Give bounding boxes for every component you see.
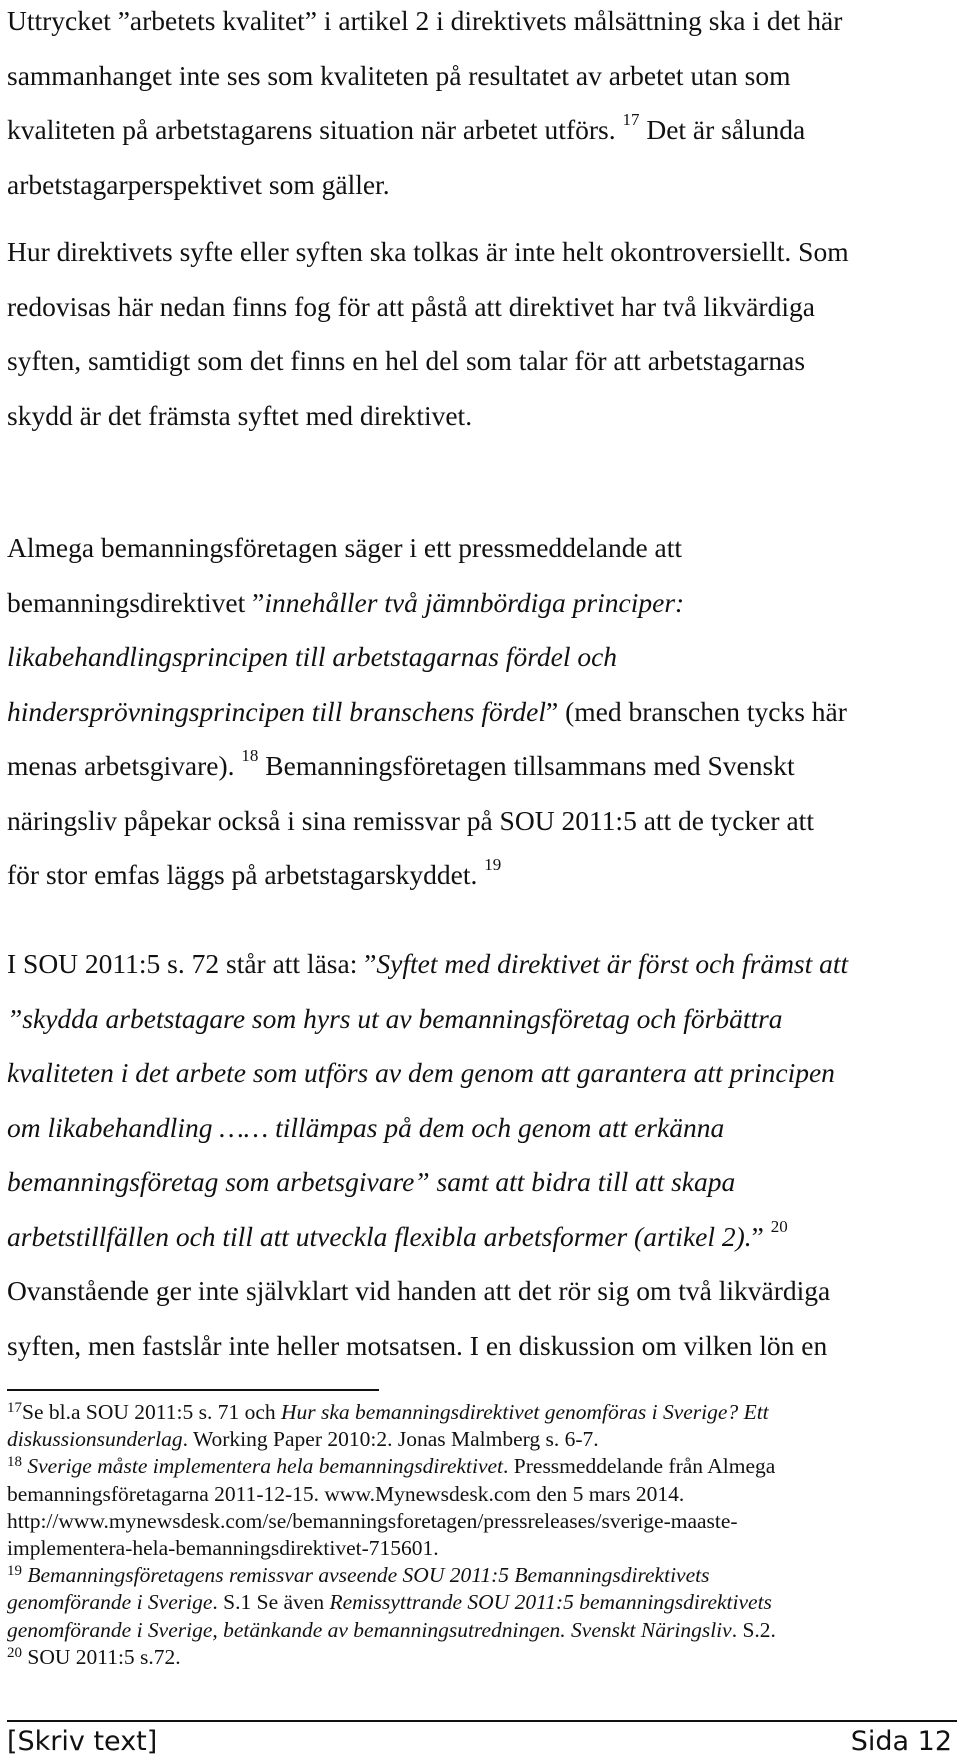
quote-text: arbetstillfällen och till att utveckla flexibla arbetsformer (artikel 2).	[7, 1220, 752, 1252]
footnote-separator	[7, 1389, 379, 1391]
text-line	[7, 992, 952, 1047]
paragraph-4	[7, 937, 952, 1373]
quote-text: likabehandlingsprincipen till arbetstagarnas fördel och	[7, 641, 618, 672]
footnote-ref-20[interactable]: 20	[770, 1216, 788, 1236]
quote-text: hindersprövningsprincipen till branschens fördel	[7, 695, 547, 727]
footnote-number: 20	[7, 1644, 22, 1661]
text-line: menas arbetsgivare). $^{18}$ Bemanningsföretagen tillsammans med Svenskt	[7, 746, 795, 781]
text-line	[7, 1155, 952, 1210]
quote-text: Syftet med direktivet är först och främst att	[376, 948, 849, 979]
footnote-ref-17[interactable]: 17	[622, 110, 640, 129]
text-line: kvaliteten på arbetstagarens situation när arbetet utförs. $^{17}$ Det är sålunda	[7, 110, 806, 145]
footnote-18-cont: bemanningsföretagarna 2011-12-15. www.Mynewsdesk.com den 5 mars 2014.	[7, 1481, 685, 1506]
footnote-ref-18[interactable]: 18	[241, 746, 259, 765]
text-line: syften, men fastslår inte heller motsatsen. I en diskussion om vilken lön en	[7, 1329, 828, 1361]
footer-placeholder-text[interactable]: [Skriv text]	[7, 1726, 158, 1757]
footnote-18-link-cont[interactable]: implementera-hela-bemanningsdirektivet-715601.	[7, 1536, 439, 1561]
text-line: sammanhanget inte ses som kvaliteten på resultatet av arbetet utan som	[7, 59, 791, 91]
text-line	[7, 1046, 952, 1101]
text-line: Ovanstående ger inte självklart vid handen att det rör sig om två likvärdiga	[7, 1275, 831, 1306]
footnote-number: 18	[7, 1454, 22, 1471]
text-line: hindersprövningsprincipen till branschens fördel” (med branschen tycks här	[7, 695, 847, 727]
text-line: redovisas här nedan finns fog för att påstå att direktivet har två likvärdiga	[7, 290, 815, 322]
text-line: arbetstagarperspektivet som gäller.	[7, 168, 390, 200]
quote-text: om likabehandling …… tillämpas på dem och genom att erkänna	[7, 1111, 725, 1143]
footnote-19-cont: genomförande i Sverige, betänkande av bemanningsutredningen. Svenskt Näringsliv. S.2.	[7, 1617, 776, 1642]
quote-text: innehåller två jämnbördiga principer:	[264, 586, 685, 618]
footnote-19: $^{19}$ Bemanningsföretagens remissvar avseende SOU 2011:5 Bemanningsdirektivets	[7, 1563, 710, 1588]
footnote-18-link[interactable]: http://www.mynewsdesk.com/se/bemanningsforetagen/pressreleases/sverige-maaste-	[7, 1508, 738, 1533]
footnote-18: $^{18}$ Sverige måste implementera hela bemanningsdirektivet. Pressmeddelande från Almega	[7, 1454, 776, 1479]
text-line	[7, 1101, 952, 1156]
text-line: Uttrycket ”arbetets kvalitet” i artikel 2 i direktivets målsättning ska i det här	[7, 5, 843, 36]
text-line: Hur direktivets syfte eller syften ska tolkas är inte helt okontroversiellt. Som	[7, 236, 849, 267]
footnote-19-cont: genomförande i Sverige. S.1 Se även Remissyttrande SOU 2011:5 bemanningsdirektivets	[7, 1590, 772, 1615]
text-line: skydd är det främsta syftet med direktivet.	[7, 399, 473, 431]
quote-text: bemanningsföretag som arbetsgivare” samt att bidra till att skapa	[7, 1166, 736, 1197]
footnote-17: $^{17}$Se bl.a SOU 2011:5 s. 71 och Hur ska bemanningsdirektivet genomföras i Sverige? Ett	[7, 1400, 769, 1424]
footnote-17-cont: diskussionsunderlag. Working Paper 2010:2. Jonas Malmberg s. 6-7.	[7, 1427, 599, 1452]
page-number: Sida 12	[850, 1726, 952, 1757]
footnote-ref-19[interactable]: 19	[484, 855, 502, 874]
text-line: Almega bemanningsföretagen säger i ett pressmeddelande att	[7, 532, 683, 563]
quote-text: kvaliteten i det arbete som utförs av dem genom att garantera att principen	[7, 1057, 835, 1088]
paragraph-3	[7, 521, 952, 903]
paragraph-1	[7, 0, 952, 212]
paragraph-2	[7, 225, 952, 443]
text-line: arbetstillfällen och till att utveckla flexibla arbetsformer (artikel 2).” $^{20}$	[7, 1216, 788, 1252]
footnotes	[7, 1399, 952, 1671]
page-footer	[7, 1722, 952, 1762]
footnote-number: 19	[7, 1563, 22, 1580]
text-line: bemanningsdirektivet ”innehåller två jämnbördiga principer:	[7, 586, 685, 618]
text-line	[7, 630, 952, 685]
footnote-20: $^{20}$ SOU 2011:5 s.72.	[7, 1644, 181, 1669]
text-line: näringsliv påpekar också i sina remissvar på SOU 2011:5 att de tycker att	[7, 804, 814, 836]
text-line: I SOU 2011:5 s. 72 står att läsa: ”Syftet med direktivet är först och främst att	[7, 948, 849, 979]
quote-text: ”skydda arbetstagare som hyrs ut av bemanningsföretag och förbättra	[7, 1002, 783, 1034]
footnote-number: 17	[7, 1400, 22, 1416]
text-line: syften, samtidigt som det finns en hel del som talar för att arbetstagarnas	[7, 345, 806, 376]
text-line: för stor emfas läggs på arbetstagarskyddet. $^{19}$	[7, 855, 502, 890]
